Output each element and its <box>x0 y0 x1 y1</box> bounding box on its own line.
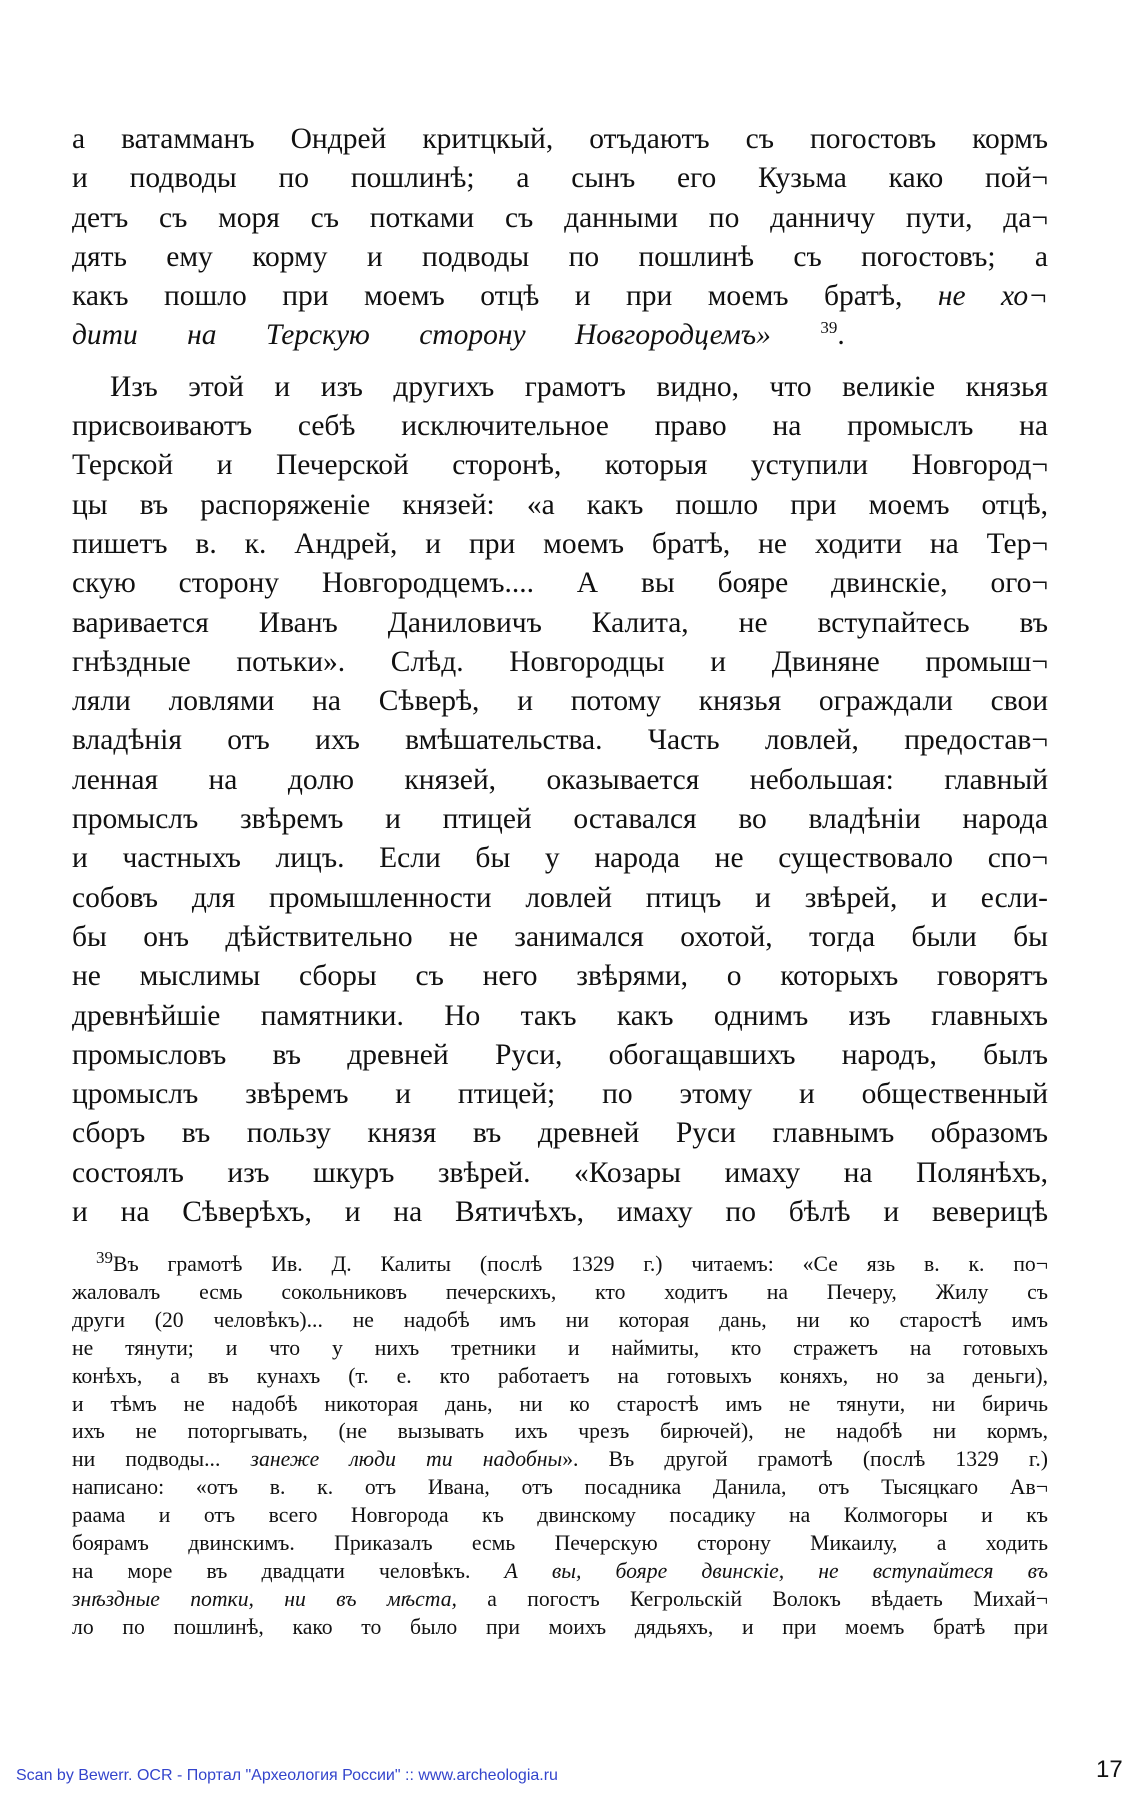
footnote-line: написано: «отъ в. к. отъ Ивана, отъ посадника Данила, отъ Тысяцкаго Ав¬ <box>72 1475 1048 1500</box>
text-line: не мыслимы сборы съ него звѣрями, о которыхъ говорятъ <box>72 960 1048 993</box>
italic-run: не хо¬ <box>937 280 1049 313</box>
italic-run: А вы, бояре двинскіе, не вступайтеся въ <box>504 1558 1048 1583</box>
text-run: на море въ двадцати человѣкъ. <box>72 1558 471 1583</box>
text-line: бы онъ дѣйствительно не занимался охотой, тогда были бы <box>72 920 1048 953</box>
text-line: и подводы по пошлинѣ; а сынъ его Кузьма како пой¬ <box>72 162 1048 195</box>
footnote <box>72 1247 1049 1642</box>
text-run: Въ грамотѣ Ив. Д. Калиты (послѣ 1329 г.) читаемъ: «Се язь в. к. по¬ <box>113 1252 1048 1276</box>
footnote-line: и тѣмъ не надобѣ никоторая дань, ни ко старостѣ имъ не тянути, ни биричь <box>72 1391 1048 1416</box>
text-line: а ватамманъ Ондрей критцкый, отъдаютъ съ погостовъ кормъ <box>72 123 1048 155</box>
footnote-line: други (20 человѣкъ)... не надобѣ имъ ни которая дань, ни ко старостѣ имъ <box>72 1307 1048 1332</box>
text-line: присвоиваютъ себѣ исключительное право на промыслъ на <box>72 410 1048 443</box>
footnote-reference: 39 <box>820 318 838 338</box>
text-line: состоялъ изъ шкуръ звѣрей. «Козары имаху на Полянѣхъ, <box>72 1156 1048 1189</box>
text-line: скую сторону Новгородцемъ.... А вы бояре двинскіе, ого¬ <box>72 567 1048 600</box>
text-line: цы въ распоряженіе князей: «а какъ пошло при моемъ отцѣ, <box>72 488 1048 521</box>
footnote-line: ихъ не поторгывать, (не вызывать ихъ чрезъ бирючей), не надобѣ ни кормъ, <box>72 1419 1048 1444</box>
text-line <box>72 277 1048 316</box>
text-line: и на Сѣверѣхъ, и на Вятичѣхъ, имаху по бѣлѣ и веверицѣ <box>72 1196 1048 1229</box>
main-text <box>72 120 1048 1232</box>
text-run: а погостъ Кегрольскій Волокъ вѣдаеть Михай¬ <box>487 1586 1049 1611</box>
italic-run: дити на Терскую сторону Новгородцемъ» <box>72 319 771 352</box>
text-line: владѣнія отъ ихъ вмѣшательства. Часть ловлей, предостав¬ <box>72 724 1048 757</box>
text-run: . <box>837 319 845 352</box>
footnote-line: раама и отъ всего Новгорода къ двинскому посадику на Колмогоры и къ <box>72 1503 1048 1528</box>
footnote-line: жаловалъ есмь сокольниковъ печерскихъ, кто ходитъ на Печеру, Жилу съ <box>72 1279 1048 1304</box>
footnote-line: ло по пошлинѣ, како то было при моихъ дядьяхъ, и при моемъ братѣ при <box>72 1614 1048 1639</box>
page-number: 17 <box>1096 1756 1123 1783</box>
text-line: промыслъ звѣремъ и птицей оставался во владѣніи народа <box>72 803 1048 836</box>
text-line: цромыслъ звѣремъ и птицей; по этому и общественный <box>72 1078 1048 1111</box>
text-line: ленная на долю князей, оказывается небольшая: главный <box>72 763 1048 796</box>
text-run: какъ пошло при моемъ отцѣ и при моемъ братѣ, <box>72 280 903 313</box>
footnote-line <box>72 1446 1048 1474</box>
text-line: ляли ловлями на Сѣверѣ, и потому князья ограждали свои <box>72 685 1048 718</box>
footnote-line <box>72 1247 1048 1279</box>
footnote-line: боярамъ двинскимъ. Приказалъ есмь Печерскую сторону Микаилу, а ходить <box>72 1531 1048 1556</box>
text-line <box>72 316 1048 355</box>
text-line: собовъ для промышленности ловлей птицъ и звѣрей, и если- <box>72 881 1048 914</box>
footnote-marker: 39 <box>96 1247 113 1267</box>
text-run: ». Въ другой грамотѣ (послѣ 1329 г.) <box>562 1447 1049 1472</box>
text-line: пишетъ в. к. Андрей, и при моемъ братѣ, не ходити на Тер¬ <box>72 527 1048 560</box>
text-line: Терской и Печерской сторонѣ, которыя уступили Новгород¬ <box>72 449 1048 482</box>
text-line: детъ съ моря съ потками съ данными по данничу пути, да¬ <box>72 201 1048 234</box>
footnote-line: не тянути; и что у нихъ третники и наймиты, кто стражетъ на готовыхъ <box>72 1335 1048 1360</box>
italic-run: занеже люди ти надобны <box>250 1447 563 1472</box>
italic-run: знѣздные потки, ни въ мѣста, <box>72 1586 457 1611</box>
footnote-line <box>72 1586 1048 1614</box>
text-line: и частныхъ лицъ. Если бы у народа не существовало спо¬ <box>72 842 1048 875</box>
text-line: Изъ этой и изъ другихъ грамотъ видно, что великіе князья <box>110 370 1048 403</box>
text-line: гнѣздные потьки». Слѣд. Новгородцы и Двиняне промыш¬ <box>72 645 1048 678</box>
text-run: ни подводы... <box>72 1447 221 1472</box>
text-line: варивается Иванъ Даниловичъ Калита, не вступайтесь въ <box>72 606 1048 639</box>
text-line: дять ему корму и подводы по пошлинѣ съ погостовъ; а <box>72 240 1048 273</box>
text-line: сборъ въ пользу князя въ древней Руси главнымъ образомъ <box>72 1117 1048 1150</box>
text-line: древнѣйшіе памятники. Но такъ какъ однимъ изъ главныхъ <box>72 999 1048 1032</box>
text-line: промысловъ въ древней Руси, обогащавшихъ народъ, былъ <box>72 1038 1048 1071</box>
footnote-line <box>72 1558 1048 1586</box>
scan-source-credit: Scan by Bewerr. OCR - Портал "Археология России" :: www.archeologia.ru <box>16 1767 558 1784</box>
footnote-line: конѣхъ, а въ кунахъ (т. е. кто работаетъ на готовыхъ коняхъ, но за деньги), <box>72 1363 1048 1388</box>
